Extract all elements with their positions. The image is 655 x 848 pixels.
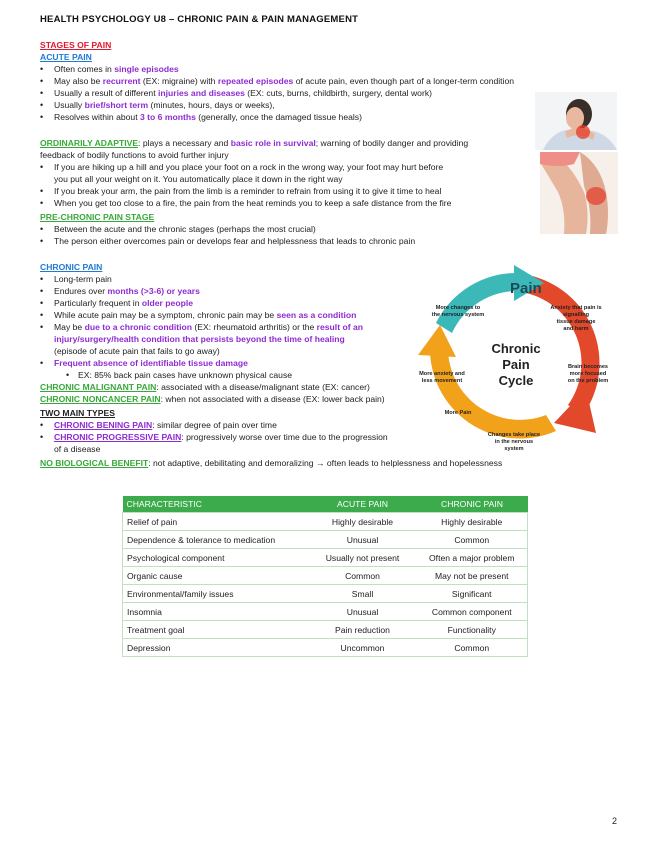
- bullet: •: [40, 286, 44, 296]
- page-number: 2: [612, 816, 618, 826]
- table-cell: Usually not present: [309, 549, 417, 567]
- bullet: •: [40, 186, 44, 196]
- highlight: repeated episodes: [217, 76, 294, 86]
- text: Usually: [54, 100, 85, 110]
- text: While acute pain may be a symptom, chronic pain may be: [54, 310, 277, 320]
- table-row: [123, 531, 528, 549]
- neck-pain-photo: [535, 92, 617, 150]
- highlight: seen as a condition: [276, 310, 357, 320]
- progressive-line: [54, 432, 388, 443]
- cycle-node-label: system: [504, 446, 524, 452]
- table-cell: Significant: [417, 585, 528, 603]
- acute-bullet-5: [54, 112, 362, 123]
- bullet: •: [40, 76, 44, 86]
- chronic-bullet-4: [54, 310, 356, 321]
- cycle-arc-teal: [436, 273, 520, 333]
- cycle-node-label: on the problem: [567, 378, 609, 384]
- text: May also be: [54, 76, 103, 86]
- knee-pain-photo: [540, 152, 618, 234]
- text: (EX: migraine) with: [140, 76, 218, 86]
- text: : not adaptive, debilitating and demoralizing → often leads to helplessness and hopelessness: [148, 458, 503, 468]
- bullet: •: [40, 432, 44, 442]
- chronic-heading: CHRONIC PAIN: [40, 262, 103, 272]
- prechronic-bullet-2: The person either overcomes pain or develops fear and helplessness that leads to chronic pain: [54, 236, 416, 246]
- cycle-center-3: Cycle: [498, 373, 534, 388]
- cycle-node-label: Changes take place: [487, 432, 541, 438]
- acute-bullet-3: [54, 88, 432, 99]
- table-cell: Common: [417, 639, 528, 657]
- types-heading: TWO MAIN TYPES: [40, 408, 115, 418]
- cycle-arc-orange: [430, 345, 556, 439]
- text: (minutes, hours, days or weeks),: [148, 100, 275, 110]
- table-cell: Psychological component: [123, 549, 309, 567]
- cycle-node-label: the nervous system: [431, 312, 485, 318]
- chronic-bullet-6: Frequent absence of identifiable tissue damage: [54, 358, 248, 368]
- cycle-node-label: More Pain: [444, 410, 472, 416]
- cycle-node-label: More anxiety and: [419, 371, 465, 377]
- table-row: [123, 513, 528, 531]
- cycle-center-2: Pain: [502, 357, 530, 372]
- adaptive-line-2: feedback of bodily functions to avoid further injury: [40, 150, 229, 160]
- highlight: 3 to 6 months: [139, 112, 196, 122]
- text: : associated with a disease/malignant state (EX: cancer): [156, 382, 370, 392]
- stages-heading: STAGES OF PAIN: [40, 40, 112, 50]
- malignant-line: [40, 382, 370, 393]
- cycle-node-label: signalling: [562, 312, 590, 318]
- table-cell: Treatment goal: [123, 621, 309, 639]
- table-cell: Depression: [123, 639, 309, 657]
- adaptive-bullet-3: When you get too close to a fire, the pain from the heat reminds you to keep a safe distance from the fire: [54, 198, 452, 208]
- acute-heading: ACUTE PAIN: [40, 52, 92, 62]
- label: NO BIOLOGICAL BENEFIT: [40, 458, 149, 468]
- table-cell: Common component: [417, 603, 528, 621]
- prechronic-heading: PRE-CHRONIC PAIN STAGE: [40, 212, 155, 222]
- label: ORDINARILY ADAPTIVE: [40, 138, 139, 148]
- bullet: •: [40, 64, 44, 74]
- progressive-line-cont: of a disease: [54, 444, 101, 454]
- highlight: basic role in survival: [230, 138, 316, 148]
- highlight: result of an: [316, 322, 363, 332]
- table-row: [123, 621, 528, 639]
- cycle-node-label: Brain becomes: [567, 364, 609, 370]
- text: (generally, once the damaged tissue heals): [195, 112, 362, 122]
- table-header-cell: CHRONIC PAIN: [417, 496, 528, 513]
- bullet: •: [40, 100, 44, 110]
- bullet: •: [40, 298, 44, 308]
- text: ; warning of bodily danger and providing: [315, 138, 469, 148]
- bullet: •: [40, 198, 44, 208]
- page-title: HEALTH PSYCHOLOGY U8 – CHRONIC PAIN & PAIN MANAGEMENT: [40, 14, 359, 25]
- cycle-node-label: tissue damage: [556, 319, 596, 325]
- table-cell: Dependence & tolerance to medication: [123, 531, 309, 549]
- table-header-row: [123, 496, 528, 513]
- text: Resolves within about: [54, 112, 140, 122]
- table-header-cell: CHARACTERISTIC: [123, 496, 309, 513]
- benign-line: [54, 420, 277, 431]
- table-cell: Functionality: [417, 621, 528, 639]
- adaptive-bullet-1-cont: you put all your weight on it. You automatically place it down in the right way: [54, 174, 343, 184]
- cycle-node-label: More changes to: [435, 305, 481, 311]
- text: : progressively worse over time due to the progression: [181, 432, 388, 442]
- bullet: •: [40, 310, 44, 320]
- text: Usually a result of different: [54, 88, 158, 98]
- table-cell: Relief of pain: [123, 513, 309, 531]
- chronic-bullet-5: [54, 322, 363, 333]
- table-row: [123, 603, 528, 621]
- chronic-bullet-5-cont: injury/surgery/health condition that persists beyond the time of healing: [54, 334, 345, 344]
- highlight: recurrent: [102, 76, 141, 86]
- table-row: [123, 549, 528, 567]
- table-cell: Unusual: [309, 531, 417, 549]
- table-cell: Unusual: [309, 603, 417, 621]
- table-cell: May not be present: [417, 567, 528, 585]
- text: Endures over: [54, 286, 108, 296]
- bullet: •: [40, 358, 44, 368]
- adaptive-bullet-2: If you break your arm, the pain from the limb is a reminder to refrain from using it to give it time to heal: [54, 186, 442, 196]
- table-cell: Highly desirable: [309, 513, 417, 531]
- table-cell: Often a major problem: [417, 549, 528, 567]
- cycle-node-label: more focused: [569, 371, 607, 377]
- text: Often comes in: [54, 64, 115, 74]
- bullet: •: [40, 236, 44, 246]
- bullet: •: [40, 420, 44, 430]
- bullet: •: [40, 162, 44, 172]
- cycle-pain-label: Pain: [510, 280, 542, 297]
- bullet: •: [40, 112, 44, 122]
- table-cell: Common: [309, 567, 417, 585]
- bullet: •: [40, 322, 44, 332]
- table-cell: Highly desirable: [417, 513, 528, 531]
- table-row: [123, 639, 528, 657]
- table-cell: Common: [417, 531, 528, 549]
- text: : when not associated with a disease (EX: lower back pain): [160, 394, 385, 404]
- cycle-node-label: less movement: [421, 378, 463, 384]
- acute-bullet-1: [54, 64, 179, 75]
- highlight: brief/short term: [84, 100, 149, 110]
- cycle-node-label: and harm: [563, 326, 589, 332]
- table-header-cell: ACUTE PAIN: [309, 496, 417, 513]
- bullet: •: [40, 274, 44, 284]
- label: CHRONIC PROGRESSIVE PAIN: [54, 432, 182, 442]
- text: May be: [54, 322, 85, 332]
- acute-bullet-4: [54, 100, 275, 111]
- label: CHRONIC BENING PAIN: [54, 420, 153, 430]
- text: Particularly frequent in: [54, 298, 142, 308]
- table-cell: Uncommon: [309, 639, 417, 657]
- prechronic-bullet-1: Between the acute and the chronic stages (perhaps the most crucial): [54, 224, 316, 234]
- cycle-node-label: in the nervous: [494, 439, 534, 445]
- label: CHRONIC NONCANCER PAIN: [40, 394, 161, 404]
- highlight: due to a chronic condition: [84, 322, 192, 332]
- chronic-subbullet: EX: 85% back pain cases have unknown physical cause: [78, 370, 293, 380]
- noncancer-line: [40, 394, 385, 405]
- table-cell: Organic cause: [123, 567, 309, 585]
- bullet: •: [40, 88, 44, 98]
- table-cell: Small: [309, 585, 417, 603]
- label: CHRONIC MALIGNANT PAIN: [40, 382, 157, 392]
- chronic-bullet-5-note: (episode of acute pain that fails to go away): [54, 346, 220, 356]
- text: (EX: rheumatoid arthritis) or the: [192, 322, 317, 332]
- text: : similar degree of pain over time: [152, 420, 277, 430]
- table-row: [123, 585, 528, 603]
- adaptive-line-1: [40, 138, 468, 149]
- text: of acute pain, even though part of a longer-term condition: [293, 76, 515, 86]
- chronic-bullet-3: [54, 298, 193, 309]
- cycle-node-label: Anxiety that pain is: [550, 305, 602, 311]
- bullet: •: [40, 224, 44, 234]
- table-row: [123, 567, 528, 585]
- text: : plays a necessary and: [138, 138, 231, 148]
- chronic-bullet-1: Long-term pain: [54, 274, 112, 284]
- highlight: older people: [141, 298, 193, 308]
- bullet: •: [66, 370, 70, 380]
- adaptive-bullet-1: If you are hiking up a hill and you place your foot on a rock in the wrong way, your foot may hurt before: [54, 162, 444, 172]
- cycle-center-1: Chronic: [491, 341, 541, 356]
- highlight: months (>3-6) or years: [107, 286, 200, 296]
- chronic-pain-cycle-diagram: [418, 265, 613, 460]
- highlight: injuries and diseases: [157, 88, 245, 98]
- text: (EX: cuts, burns, childbirth, surgery, dental work): [244, 88, 432, 98]
- pain-comparison-table: [122, 496, 528, 657]
- table-cell: Environmental/family issues: [123, 585, 309, 603]
- acute-bullet-2: [54, 76, 514, 87]
- table-cell: Insomnia: [123, 603, 309, 621]
- chronic-bullet-2: [54, 286, 200, 297]
- table-cell: Pain reduction: [309, 621, 417, 639]
- highlight: single episodes: [114, 64, 179, 74]
